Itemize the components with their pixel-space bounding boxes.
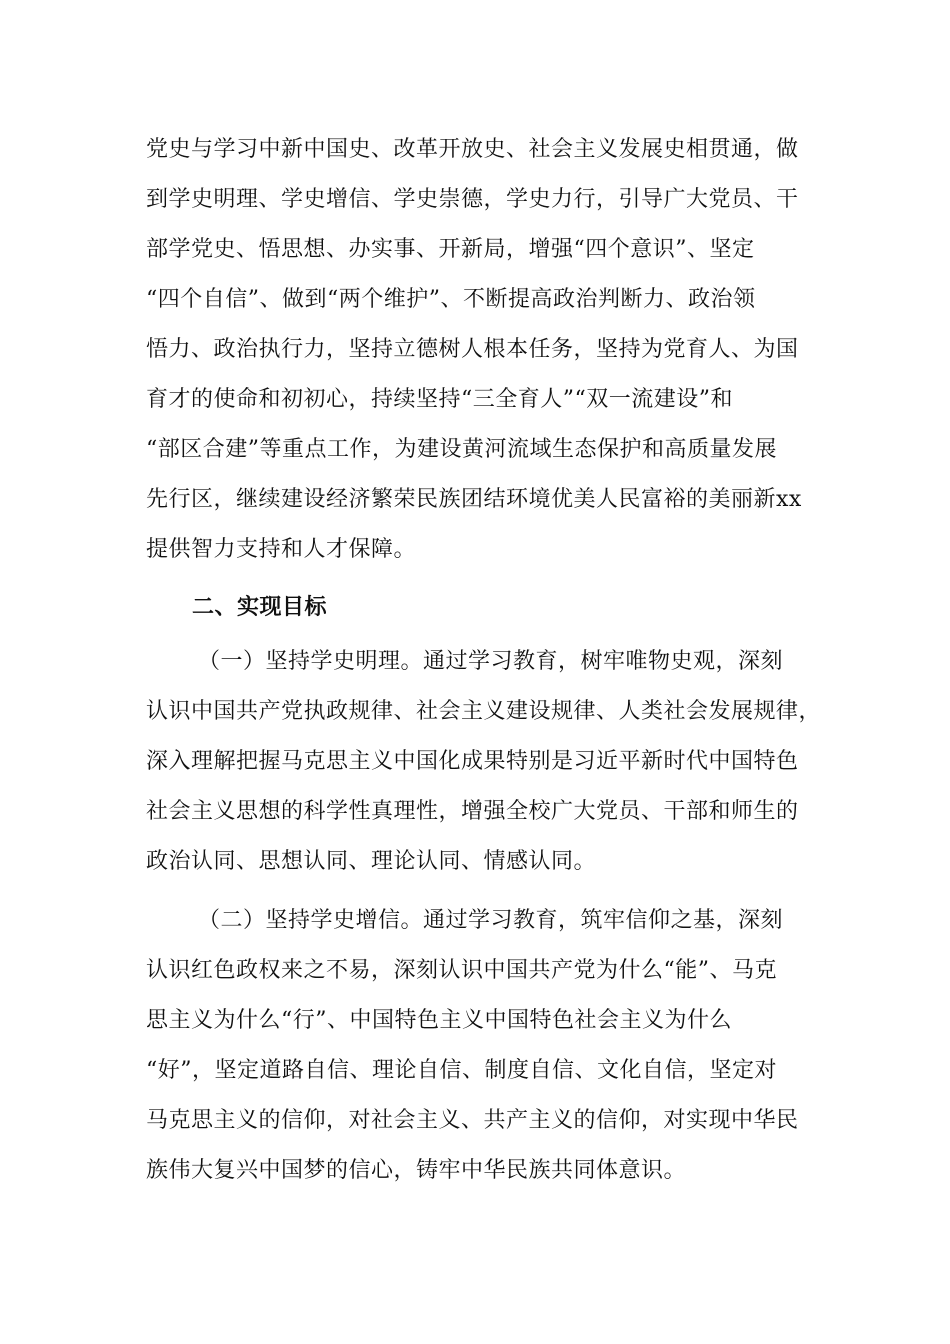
paragraph-line: 到学史明理、学史增信、学史崇德，学史力行，引导广大党员、干 <box>146 187 799 212</box>
paragraph-line: 思主义为什么“行”、中国特色主义中国特色社会主义为什么 <box>146 1008 732 1033</box>
paragraph-line: 马克思主义的信仰，对社会主义、共产主义的信仰，对实现中华民 <box>146 1108 799 1133</box>
paragraph-line: 党史与学习中新中国史、改革开放史、社会主义发展史相贯通，做 <box>146 137 799 162</box>
paragraph-line: 提供智力支持和人才保障。 <box>146 537 417 562</box>
paragraph-line: “部区合建”等重点工作，为建设黄河流域生态保护和高质量发展 <box>146 437 777 462</box>
paragraph-line: 深入理解把握马克思主义中国化成果特别是习近平新时代中国特色 <box>146 749 799 774</box>
paragraph-line: 族伟大复兴中国梦的信心，铸牢中华民族共同体意识。 <box>146 1158 687 1183</box>
paragraph-line: 社会主义思想的科学性真理性，增强全校广大党员、干部和师生的 <box>146 799 799 824</box>
paragraph-line: （二）坚持学史增信。通过学习教育，筑牢信仰之基，深刻 <box>198 908 784 933</box>
paragraph-line: “四个自信”、做到“两个维护”、不断提高政治判断力、政治领 <box>146 287 756 312</box>
paragraph-line: 育才的使命和初初心，持续坚持“三全育人”“双一流建设”和 <box>146 387 733 412</box>
paragraph-line: 认识中国共产党执政规律、社会主义建设规律、人类社会发展规律， <box>146 699 822 724</box>
section-heading: 二、实现目标 <box>192 594 328 620</box>
paragraph-line: （一）坚持学史明理。通过学习教育，树牢唯物史观，深刻 <box>198 649 784 674</box>
paragraph-line: 悟力、政治执行力，坚持立德树人根本任务，坚持为党育人、为国 <box>146 337 799 362</box>
paragraph-line: “好”，坚定道路自信、理论自信、制度自信、文化自信，坚定对 <box>146 1058 777 1083</box>
paragraph-line: 政治认同、思想认同、理论认同、情感认同。 <box>146 849 597 874</box>
paragraph-line: 认识红色政权来之不易，深刻认识中国共产党为什么“能”、马克 <box>146 958 777 983</box>
paragraph-line: 部学党史、悟思想、办实事、开新局，增强“四个意识”、坚定 <box>146 237 755 262</box>
paragraph-line: 先行区，继续建设经济繁荣民族团结环境优美人民富裕的美丽新xx <box>146 487 802 512</box>
